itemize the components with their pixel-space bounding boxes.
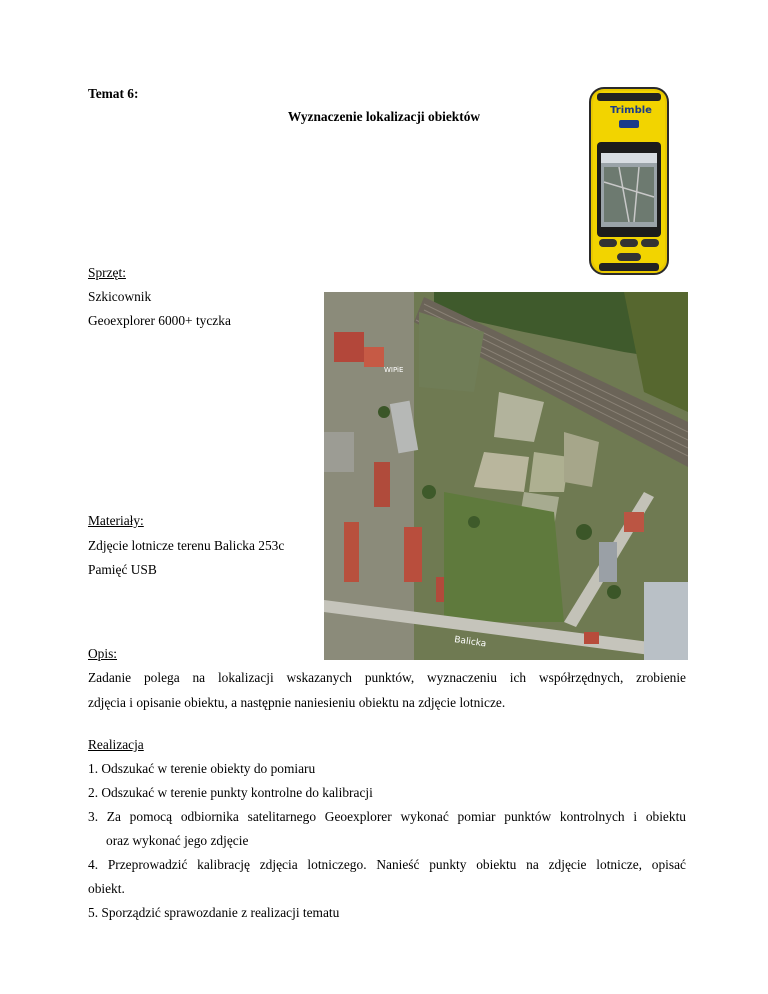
description-line-1: Zadanie polega na lokalizacji wskazanych punktów, wyznaczeniu ich współrzędnych, zrobienie bbox=[88, 670, 686, 685]
equipment-heading: Sprzęt: bbox=[88, 265, 126, 280]
realization-step-4-line-2: obiekt. bbox=[88, 881, 125, 896]
equipment-item-geoexplorer: Geoexplorer 6000+ tyczka bbox=[88, 313, 231, 328]
map-street-label: Balicka bbox=[453, 635, 487, 650]
device-brand-text: Trimble bbox=[610, 105, 652, 116]
materials-item-aerial-photo: Zdjęcie lotnicze terenu Balicka 253c bbox=[88, 538, 285, 553]
materials-heading: Materiały: bbox=[88, 513, 144, 528]
document-title: Wyznaczenie lokalizacji obiektów bbox=[287, 109, 481, 124]
realization-step-3-line-2: oraz wykonać jego zdjęcie bbox=[106, 833, 249, 848]
description-heading: Opis: bbox=[88, 646, 118, 661]
realization-step-5: 5. Sporządzić sprawozdanie z realizacji tematu bbox=[88, 905, 340, 920]
topic-label: Temat 6: bbox=[88, 86, 139, 101]
equipment-item-sketchbook: Szkicownik bbox=[88, 289, 152, 304]
aerial-photo bbox=[324, 292, 688, 660]
realization-step-4-line-1: 4. Przeprowadzić kalibrację zdjęcia lotniczego. Nanieść punkty obiektu na zdjęcie lotnicze, opisać bbox=[88, 857, 686, 872]
materials-item-usb: Pamięć USB bbox=[88, 562, 157, 577]
description-line-2: zdjęcia i opisanie obiektu, a następnie naniesieniu obiektu na zdjęcie lotnicze. bbox=[88, 695, 506, 710]
realization-step-3-line-1: 3. Za pomocą odbiornika satelitarnego Geoexplorer wykonać pomiar punktów kontrolnych i obiektu bbox=[88, 809, 686, 824]
map-building-label: WIPiE bbox=[384, 366, 404, 374]
realization-step-1: 1. Odszukać w terenie obiekty do pomiaru bbox=[88, 761, 316, 776]
gps-device-image bbox=[589, 87, 669, 275]
realization-heading: Realizacja bbox=[88, 737, 144, 752]
realization-step-2: 2. Odszukać w terenie punkty kontrolne do kalibracji bbox=[88, 785, 373, 800]
